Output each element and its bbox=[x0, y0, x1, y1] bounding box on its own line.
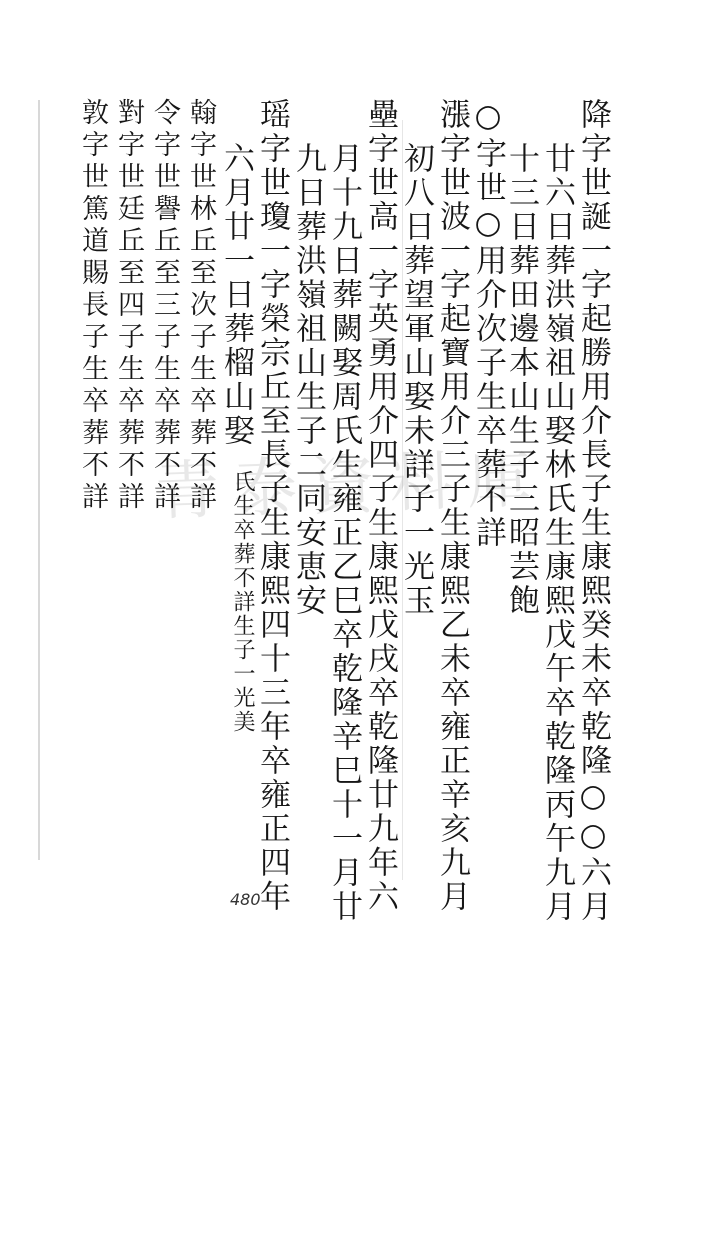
text-column-15: 敦字世篤道賜長子生卒葬不詳 bbox=[77, 98, 108, 514]
page-gutter bbox=[38, 100, 40, 860]
page-number: 480 bbox=[230, 890, 261, 909]
text-column-11: 六月廿一日葬榴山娶 bbox=[218, 142, 254, 448]
watermark: 青泰資料庫 bbox=[154, 442, 547, 530]
text-column-2: 廿六日葬洪嶺祖山娶林氏生康熙戊午卒乾隆丙午九月 bbox=[539, 142, 575, 924]
text-column-10: 瑶字世瓊一字榮宗丘至長子生康熙四十三年卒雍正四年 bbox=[254, 98, 290, 914]
text-column-12: 翰字世林丘至次子生卒葬不詳 bbox=[185, 98, 216, 514]
text-column-9: 九日葬洪嶺祖山生子二同安恵安 bbox=[290, 142, 326, 618]
text-column-6: 初八日葬望軍山娶未詳子一光玉 bbox=[398, 142, 434, 618]
text-column-4: ○字世○用介次子生卒葬不詳 bbox=[470, 98, 506, 550]
text-column-5: 漲字世波一字起寶用介三子生康熙乙未卒雍正辛亥九月 bbox=[434, 98, 470, 914]
text-column-14: 對字世廷丘至四子生卒葬不詳 bbox=[113, 98, 144, 514]
text-column-7: 壘字世高一字英勇用介四子生康熙戊戌卒乾隆廿九年六 bbox=[362, 98, 398, 914]
text-column-13: 令字世譽丘至三子生卒葬不詳 bbox=[149, 98, 180, 514]
text-column-8: 月十九日葬闕娶周氏生雍正乙巳卒乾隆辛巳十一月廿 bbox=[326, 142, 362, 924]
text-column-3: 十三日葬田邊本山生子三昭芸飽 bbox=[503, 142, 539, 618]
inline-note: 氏生卒葬不詳生子一光美 bbox=[230, 470, 255, 734]
text-column-1: 降字世誕一字起勝用介長子生康熙癸未卒乾隆○○六月 bbox=[575, 98, 611, 924]
